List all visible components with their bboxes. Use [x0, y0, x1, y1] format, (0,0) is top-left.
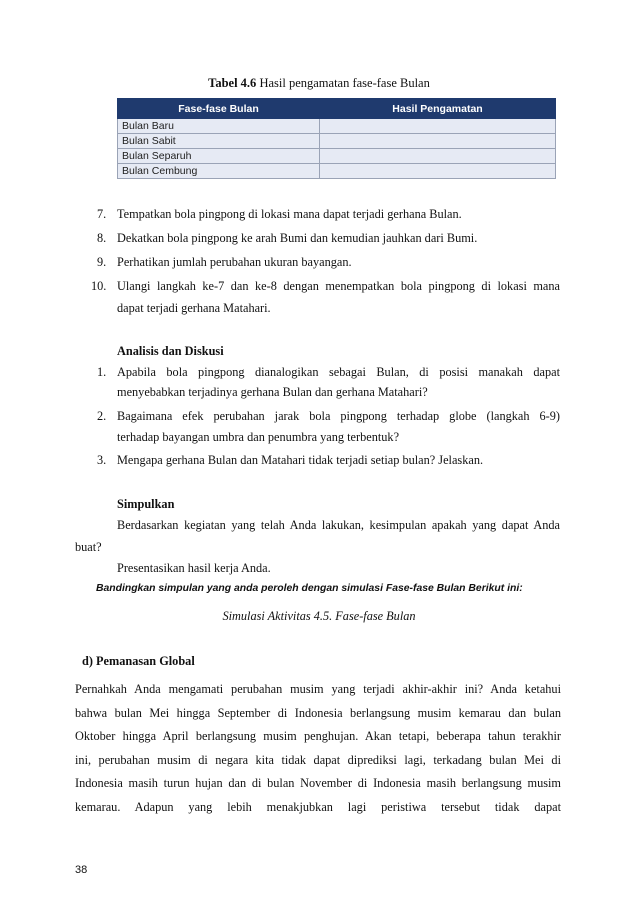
- table-row: [118, 134, 556, 149]
- simulation-caption: Simulasi Aktivitas 4.5. Fase-fase Bulan: [222, 609, 416, 623]
- header-result: Hasil Pengamatan: [320, 99, 556, 119]
- phase-cell: Bulan Separuh: [118, 149, 320, 164]
- question-text: Apabila bola pingpong dianalogikan sebagai Bulan, di posisi manakah dapat: [117, 365, 560, 379]
- paragraph-line: kemarau. Adapun yang lebih menakjubkan lagi peristiwa tersebut tidak dapat: [75, 800, 561, 814]
- table-header-row: [118, 99, 556, 119]
- result-cell: [320, 119, 556, 134]
- question-text-continued: terhadap bayangan umbra dan penumbra yang terbentuk?: [117, 430, 400, 444]
- step-text: Perhatikan jumlah perubahan ukuran bayangan.: [117, 255, 352, 269]
- question-text: Mengapa gerhana Bulan dan Matahari tidak terjadi setiap bulan? Jelaskan.: [117, 453, 484, 467]
- conclusion-heading: Simpulkan: [117, 497, 175, 511]
- header-phase: Fase-fase Bulan: [118, 99, 320, 119]
- step-text: Dekatkan bola pingpong ke arah Bumi dan kemudian jauhkan dari Bumi.: [117, 231, 478, 245]
- step-number: 10.: [91, 279, 107, 293]
- paragraph-line: Oktober hingga April berlangsung musim penghujan. Akan tetapi, beberapa tahun terakhir: [75, 729, 561, 743]
- step-text-continued: dapat terjadi gerhana Matahari.: [117, 301, 271, 315]
- table-row: [118, 119, 556, 134]
- observation-table: [117, 98, 556, 179]
- presentation-instruction: Presentasikan hasil kerja Anda.: [117, 561, 271, 575]
- paragraph-line: Pernahkah Anda mengamati perubahan musim yang terjadi akhir-akhir ini? Anda ketahui: [75, 682, 561, 696]
- result-cell: [320, 149, 556, 164]
- question-number: 1.: [97, 365, 107, 379]
- conclusion-text-continued: buat?: [75, 540, 102, 554]
- table-row: [118, 164, 556, 179]
- step-number: 7.: [97, 207, 107, 221]
- question-text: Bagaimana efek perubahan jarak bola pingpong terhadap globe (langkah 6-9): [117, 409, 560, 423]
- result-cell: [320, 134, 556, 149]
- question-number: 2.: [97, 409, 107, 423]
- table-caption-text: Hasil pengamatan fase-fase Bulan: [259, 76, 430, 90]
- question-text-continued: menyebabkan terjadinya gerhana Bulan dan gerhana Matahari?: [117, 385, 428, 399]
- simulation-note: Bandingkan simpulan yang anda peroleh dengan simulasi Fase-fase Bulan Berikut ini:: [96, 583, 523, 594]
- phase-cell: Bulan Cembung: [118, 164, 320, 179]
- table-caption-label: Tabel 4.6: [208, 76, 257, 90]
- paragraph-line: ini, perubahan musim di negara kita tidak dapat diprediksi lagi, terkadang bulan Mei di: [75, 753, 561, 767]
- step-text: Tempatkan bola pingpong di lokasi mana dapat terjadi gerhana Bulan.: [117, 207, 462, 221]
- phase-cell: Bulan Sabit: [118, 134, 320, 149]
- step-number: 8.: [97, 231, 107, 245]
- table-caption: [0, 76, 638, 91]
- question-number: 3.: [97, 453, 107, 467]
- table-row: [118, 149, 556, 164]
- step-text: Ulangi langkah ke-7 dan ke-8 dengan menempatkan bola pingpong di lokasi mana: [117, 279, 560, 293]
- phase-cell: Bulan Baru: [118, 119, 320, 134]
- paragraph-line: bahwa bulan Mei hingga September di Indonesia berlangsung musim kemarau dan bulan: [75, 706, 561, 720]
- page-number: 38: [75, 864, 88, 876]
- analysis-heading: Analisis dan Diskusi: [117, 344, 224, 358]
- conclusion-text: Berdasarkan kegiatan yang telah Anda lakukan, kesimpulan apakah yang dapat Anda: [117, 518, 560, 532]
- paragraph-line: Indonesia masih turun hujan dan di bulan November di Indonesia masih berlangsung musim: [75, 776, 561, 790]
- step-number: 9.: [97, 255, 107, 269]
- result-cell: [320, 164, 556, 179]
- section-heading: d) Pemanasan Global: [82, 654, 195, 668]
